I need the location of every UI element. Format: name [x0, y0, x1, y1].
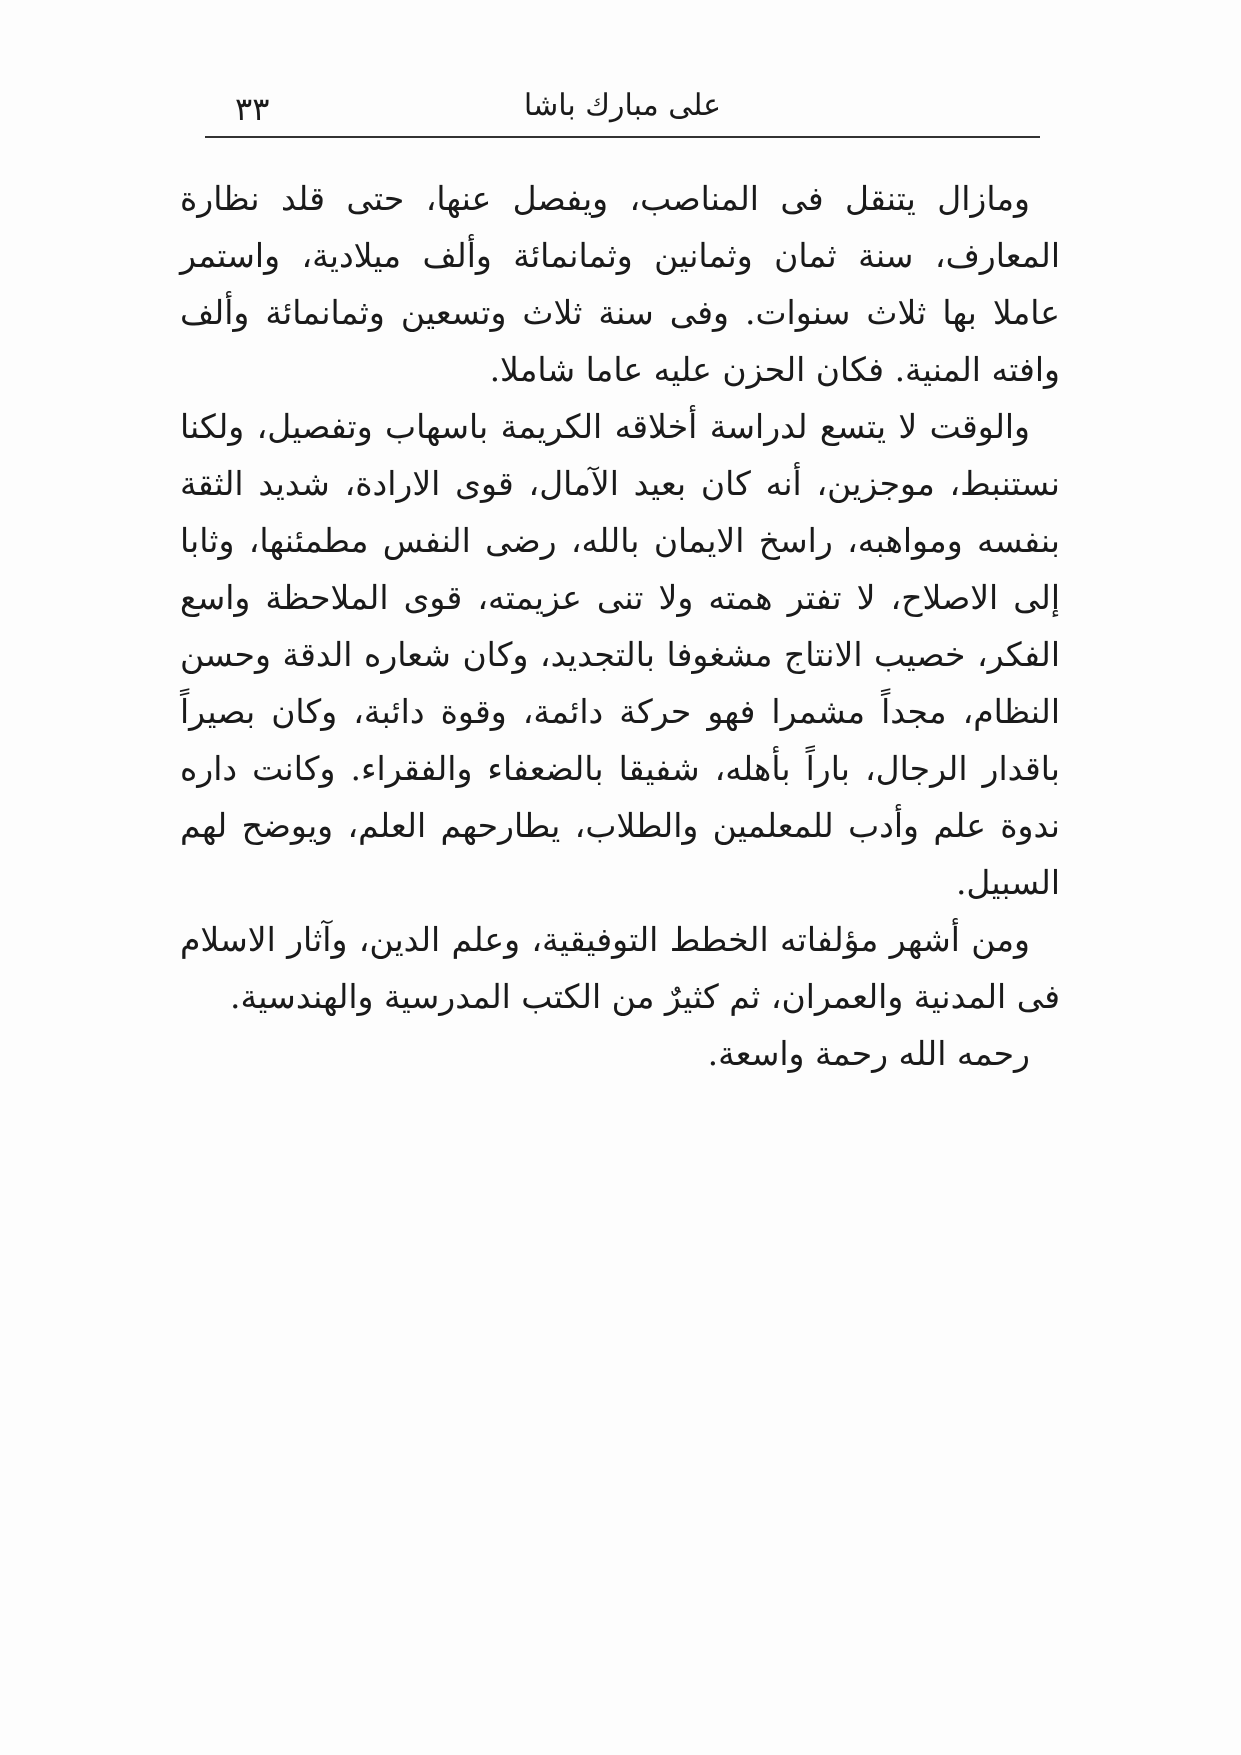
- paragraph-character: والوقت لا يتسع لدراسة أخلاقه الكريمة باسهاب وتفصيل، ولكنا نستنبط، موجزين، أنه كان بعيد الآمال، قوى الارادة، شديد الثقة بنفسه ومواهبه، راسخ الايمان بالله، رضى النفس مطمئنها، وثابا إلى الاصلاح، لا تفتر همته ولا تنى عزيمته، قوى الملاحظة واسع الفكر، خصيب الانتاج مشغوفا بالتجديد، وكان شعاره الدقة وحسن النظام، مجداً مشمرا فهو حركة دائمة، وقوة دائبة، وكان بصيراً باقدار الرجال، باراً بأهله، شفيقا بالضعفاء والفقراء. وكانت داره ندوة علم وأدب للمعلمين والطلاب، يطارحهم العلم، ويوضح لهم السبيل.: [180, 407, 1060, 902]
- paragraph-career: ومازال يتنقل فى المناصب، ويفصل عنها، حتى قلد نظارة المعارف، سنة ثمان وثمانين وثمانمائة وألف ميلادية، واستمر عاملا بها ثلاث سنوات. وفى سنة ثلاث وتسعين وثمانمائة وألف وافته المنية. فكان الحزن عليه عاما شاملا.: [180, 179, 1060, 389]
- paragraph-works: ومن أشهر مؤلفاته الخطط التوفيقية، وعلم الدين، وآثار الاسلام فى المدنية والعمران، ثم كثيرٌ من الكتب المدرسية والهندسية.: [180, 920, 1060, 1016]
- running-title: على مبارك باشا: [523, 88, 722, 123]
- body-text: [180, 170, 1060, 1082]
- header-divider: [205, 136, 1040, 138]
- closing-line: رحمه الله رحمة واسعة.: [707, 1034, 1030, 1073]
- page-header: [205, 78, 1040, 140]
- page-number: ٣٣: [235, 90, 270, 128]
